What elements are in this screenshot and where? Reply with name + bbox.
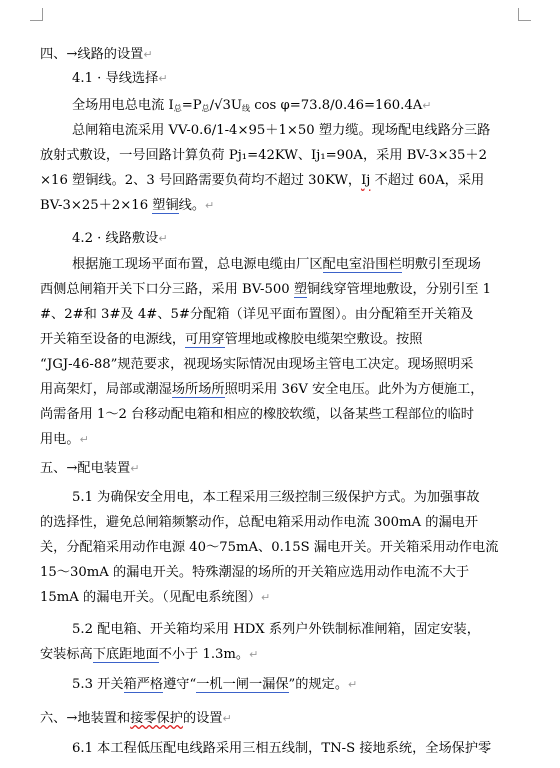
paragraph-line: 放射式敷设，一号回路计算负荷 Pj₁=42KW、Ij₁=90A，采用 BV-3×35＋2	[40, 148, 487, 163]
section-4-2-title: 4.2 · 线路敷设↵	[72, 231, 168, 246]
paragraph-line: 6.1 本工程低压配电线路采用三相五线制，TN-S 接地系统，全场保护零	[72, 741, 492, 756]
paragraph-line: 5.3 开关箱严格遵守“一机一闸一漏保”的规定。↵	[72, 677, 358, 692]
grammar-underline: 下底距地面	[92, 647, 159, 662]
spellcheck-underline: 接零保护	[130, 711, 183, 726]
paragraph-line: 总闸箱电流采用 VV-0.6/1-4×95＋1×50 塑力缆。现场配电线路分三路	[72, 123, 491, 138]
section-5-heading: 五、→配电装置↵	[40, 461, 140, 476]
paragraph-line: “JGJ-46-88”规范要求，视现场实际情况由现场主管电工决定。现场照明采	[40, 357, 474, 372]
paragraph-line: 用电。↵	[40, 432, 89, 447]
crop-mark-top-left	[30, 8, 43, 21]
paragraph-mark-icon: ↵	[143, 48, 153, 61]
section-6-heading: 六、→地装置和接零保护的设置↵	[40, 711, 232, 726]
section-4-1-title: 4.1 · 导线选择↵	[72, 71, 168, 86]
grammar-underline: 塑	[293, 282, 308, 297]
paragraph-line: 西侧总闸箱开关下口分三路，采用 BV-500 塑铜线穿管埋地敷设，分别引至 1	[40, 282, 492, 297]
paragraph-line: 15mA 的漏电开关。（见配电系统图）↵	[40, 590, 271, 605]
section-4-heading: 四、→线路的设置↵	[40, 47, 153, 62]
paragraph-line: 用高架灯，局部或潮湿场所场所照明采用 36V 安全电压。此外为方便施工，	[40, 382, 484, 397]
paragraph-line: 关，分配箱采用动作电源 40～75mA、0.15S 漏电开关。开关箱采用动作电流	[40, 540, 499, 555]
paragraph-line: 安装标高下底距地面不小于 1.3m。↵	[40, 647, 259, 662]
grammar-underline: 场所场所	[171, 382, 225, 397]
paragraph-line: 尚需备用 1～2 台移动配电箱和相应的橡胶软缆，以备某些工程部位的临时	[40, 407, 474, 422]
paragraph-line: 5.1 为确保安全用电，本工程采用三级控制三级保护方式。为加强事故	[72, 490, 480, 505]
paragraph-line: 5.2 配电箱、开关箱均采用 HDX 系列户外铁制标准闸箱，固定安装，	[72, 622, 480, 637]
crop-mark-top-right	[518, 8, 531, 21]
spellcheck-underline: Ij	[361, 173, 371, 188]
grammar-underline: 塑铜	[152, 198, 179, 213]
current-formula: 全场用电总电流 $I_总=P_总/√3U_线$ cos φ=73.8/0.46=160.4A↵	[72, 98, 432, 113]
paragraph-line: 15～30mA 的漏电开关。特殊潮湿的场所的开关箱应选用动作电流不大于	[40, 565, 470, 580]
grammar-underline: 一机一闸一漏保	[196, 677, 289, 692]
paragraph-line: 的选择性，避免总闸箱频繁动作，总配电箱采用动作电流 300mA 的漏电开	[40, 515, 479, 530]
paragraph-line: ×16 塑铜线。2、3 号回路需要负荷均不超过 30KW，Ij 不超过 60A，采用	[40, 173, 485, 188]
grammar-underline: 箱严格	[123, 677, 164, 692]
paragraph-line: 开关箱至设备的电源线，可用穿管埋地或橡胶电缆架空敷设。按照	[40, 332, 423, 347]
grammar-underline: 可用穿	[185, 332, 225, 347]
paragraph-line: 根据施工现场平面布置，总电源电缆由厂区配电室沿围栏明敷引至现场	[72, 257, 481, 272]
grammar-underline: 配电室沿围栏	[322, 257, 402, 272]
paragraph-line: BV-3×25＋2×16 塑铜线。↵	[40, 198, 215, 213]
paragraph-line: #、2#和 3#及 4#、5#分配箱（详见平面布置图）。由分配箱至开关箱及	[40, 307, 474, 322]
